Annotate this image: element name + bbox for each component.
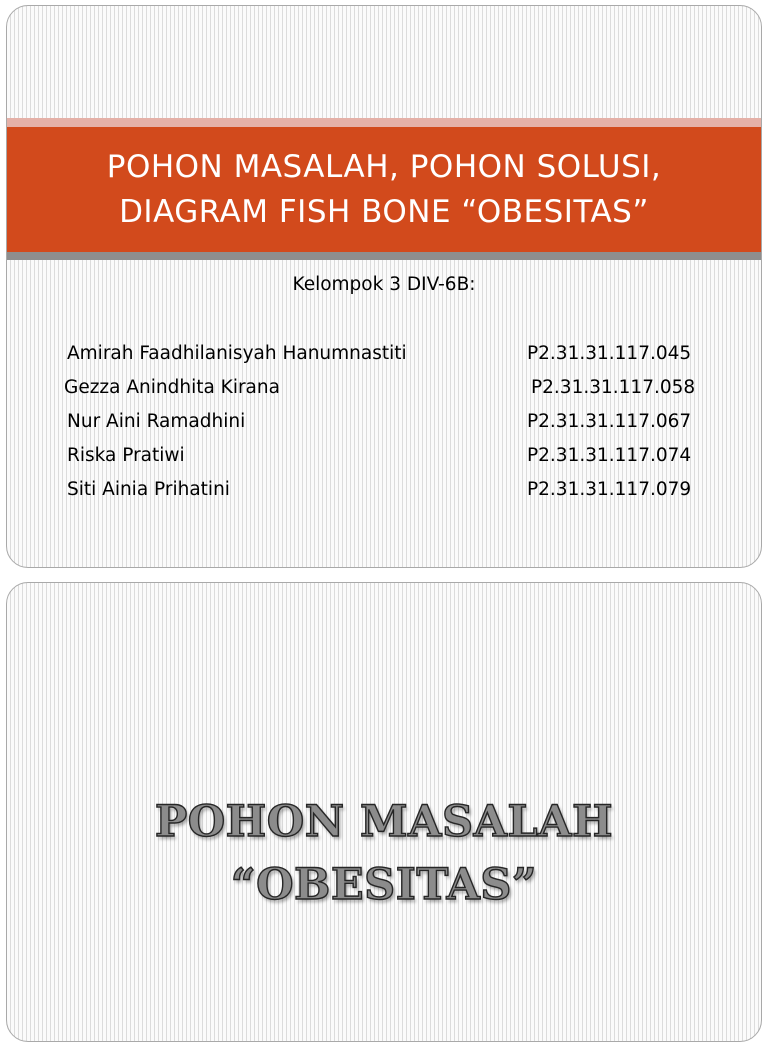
member-name: Nur Aini Ramadhini — [67, 411, 246, 432]
title-band — [7, 127, 761, 252]
member-row — [7, 411, 762, 441]
title-line-2: DIAGRAM FISH BONE “OBESITAS” — [119, 194, 649, 230]
member-id: P2.31.31.117.045 — [527, 343, 692, 364]
member-id: P2.31.31.117.079 — [527, 479, 692, 500]
title-band-top-stripe — [7, 118, 761, 127]
title-line-1: POHON MASALAH, POHON SOLUSI, — [106, 149, 662, 185]
member-id: P2.31.31.117.058 — [531, 377, 696, 398]
member-name: Riska Pratiwi — [67, 445, 185, 466]
member-name: Gezza Anindhita Kirana — [64, 377, 280, 398]
member-row — [7, 377, 762, 407]
section-title — [7, 791, 761, 917]
title-slide — [6, 5, 762, 568]
section-title-line-2: “OBESITAS” — [230, 860, 538, 910]
section-slide — [6, 582, 762, 1042]
section-title-line-1: POHON MASALAH — [154, 797, 614, 847]
member-row — [7, 479, 762, 509]
group-label: Kelompok 3 DIV-6B: — [292, 274, 476, 295]
member-row — [7, 445, 762, 475]
member-name: Siti Ainia Prihatini — [67, 479, 230, 500]
member-row — [7, 343, 762, 373]
presentation-title — [7, 145, 761, 235]
member-id: P2.31.31.117.067 — [527, 411, 692, 432]
title-band-bottom-stripe — [7, 252, 761, 260]
member-name: Amirah Faadhilanisyah Hanumnastiti — [67, 343, 407, 364]
member-id: P2.31.31.117.074 — [527, 445, 692, 466]
